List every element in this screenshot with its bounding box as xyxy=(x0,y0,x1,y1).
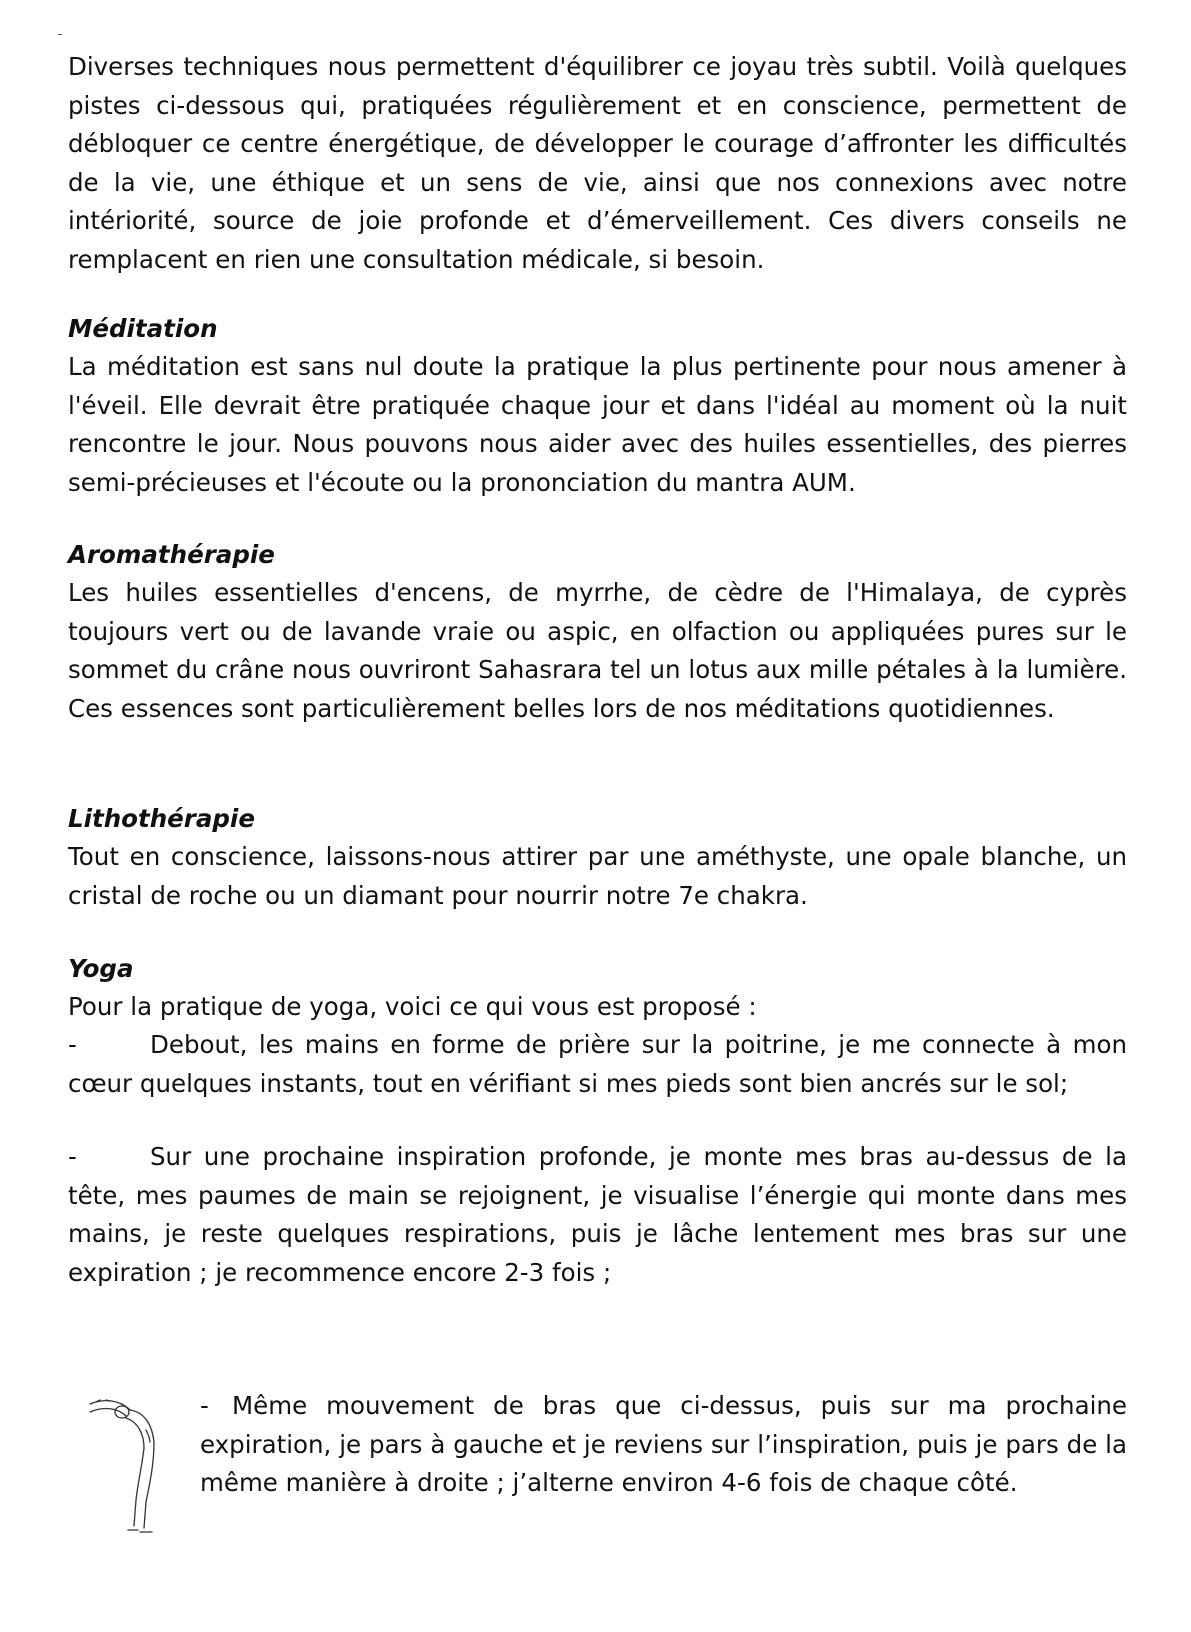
meditation-paragraph: La méditation est sans nul doute la pratique la plus pertinente pour nous amener à l'éveil. Elle devrait être pratiquée chaque jour et dans l'idéal au moment où la nuit rencontre le jour. Nous pouvons nous aider avec des huiles essentielles, des pierres semi-précieuses et l'écoute ou la prononciation du mantra AUM. xyxy=(68,352,1127,497)
aromatherapie-paragraph: Les huiles essentielles d'encens, de myrrhe, de cèdre de l'Himalaya, de cyprès toujours vert ou de lavande vraie ou aspic, en olfaction ou appliquées pures sur le sommet du crâne nous ouvriront Sahasrara tel un lotus aux mille pétales à la lumière. Ces essences sont particulièrement belles lors de nos méditations quotidiennes. xyxy=(68,578,1127,723)
step-text: Sur une prochaine inspiration profonde, je monte mes bras au-dessus de la tête, mes paumes de main se rejoignent, je visualise l’énergie qui monte dans mes mains, je reste quelques respirations, puis je lâche lentement mes bras sur une expiration ; je recommence encore 2-3 fois ; xyxy=(68,1142,1127,1287)
yoga-step-2 xyxy=(68,1138,1127,1292)
intro-paragraph: Diverses techniques nous permettent d'équilibrer ce joyau très subtil. Voilà quelques pistes ci-dessous qui, pratiquées régulièrement et en conscience, permettent de débloquer ce centre énergétique, de développer le courage d’affronter les difficultés de la vie, une éthique et un sens de vie, ainsi que nos connexions avec notre intériorité, source de joie profonde et d’émerveillement. Ces divers conseils ne remplacent en rien une consultation médicale, si besoin. xyxy=(68,52,1127,274)
side-bend-figure-icon xyxy=(86,1390,178,1540)
yoga-step-3 xyxy=(200,1387,1127,1503)
yoga-step-1 xyxy=(68,1026,1127,1103)
corner-mark xyxy=(58,34,62,35)
step-marker: - xyxy=(200,1391,209,1420)
step-text: Debout, les mains en forme de prière sur la poitrine, je me connecte à mon cœur quelques instants, tout en vérifiant si mes pieds sont bien ancrés sur le sol; xyxy=(68,1030,1127,1098)
step-marker: - xyxy=(68,1030,77,1059)
heading-aromatherapie: Aromathérapie xyxy=(68,540,275,569)
heading-lithotherapie: Lithothérapie xyxy=(68,804,255,833)
yoga-intro: Pour la pratique de yoga, voici ce qui vous est proposé : xyxy=(68,992,757,1021)
lithotherapie-paragraph: Tout en conscience, laissons-nous attirer par une améthyste, une opale blanche, un cristal de roche ou un diamant pour nourrir notre 7e chakra. xyxy=(68,842,1127,910)
heading-meditation: Méditation xyxy=(68,314,218,343)
step-text: Même mouvement de bras que ci-dessus, puis sur ma prochaine expiration, je pars à gauche et je reviens sur l’inspiration, puis je pars de la même manière à droite ; j’alterne environ 4-6 fois de chaque côté. xyxy=(200,1391,1127,1497)
step-marker: - xyxy=(68,1142,77,1171)
heading-yoga: Yoga xyxy=(68,954,134,983)
